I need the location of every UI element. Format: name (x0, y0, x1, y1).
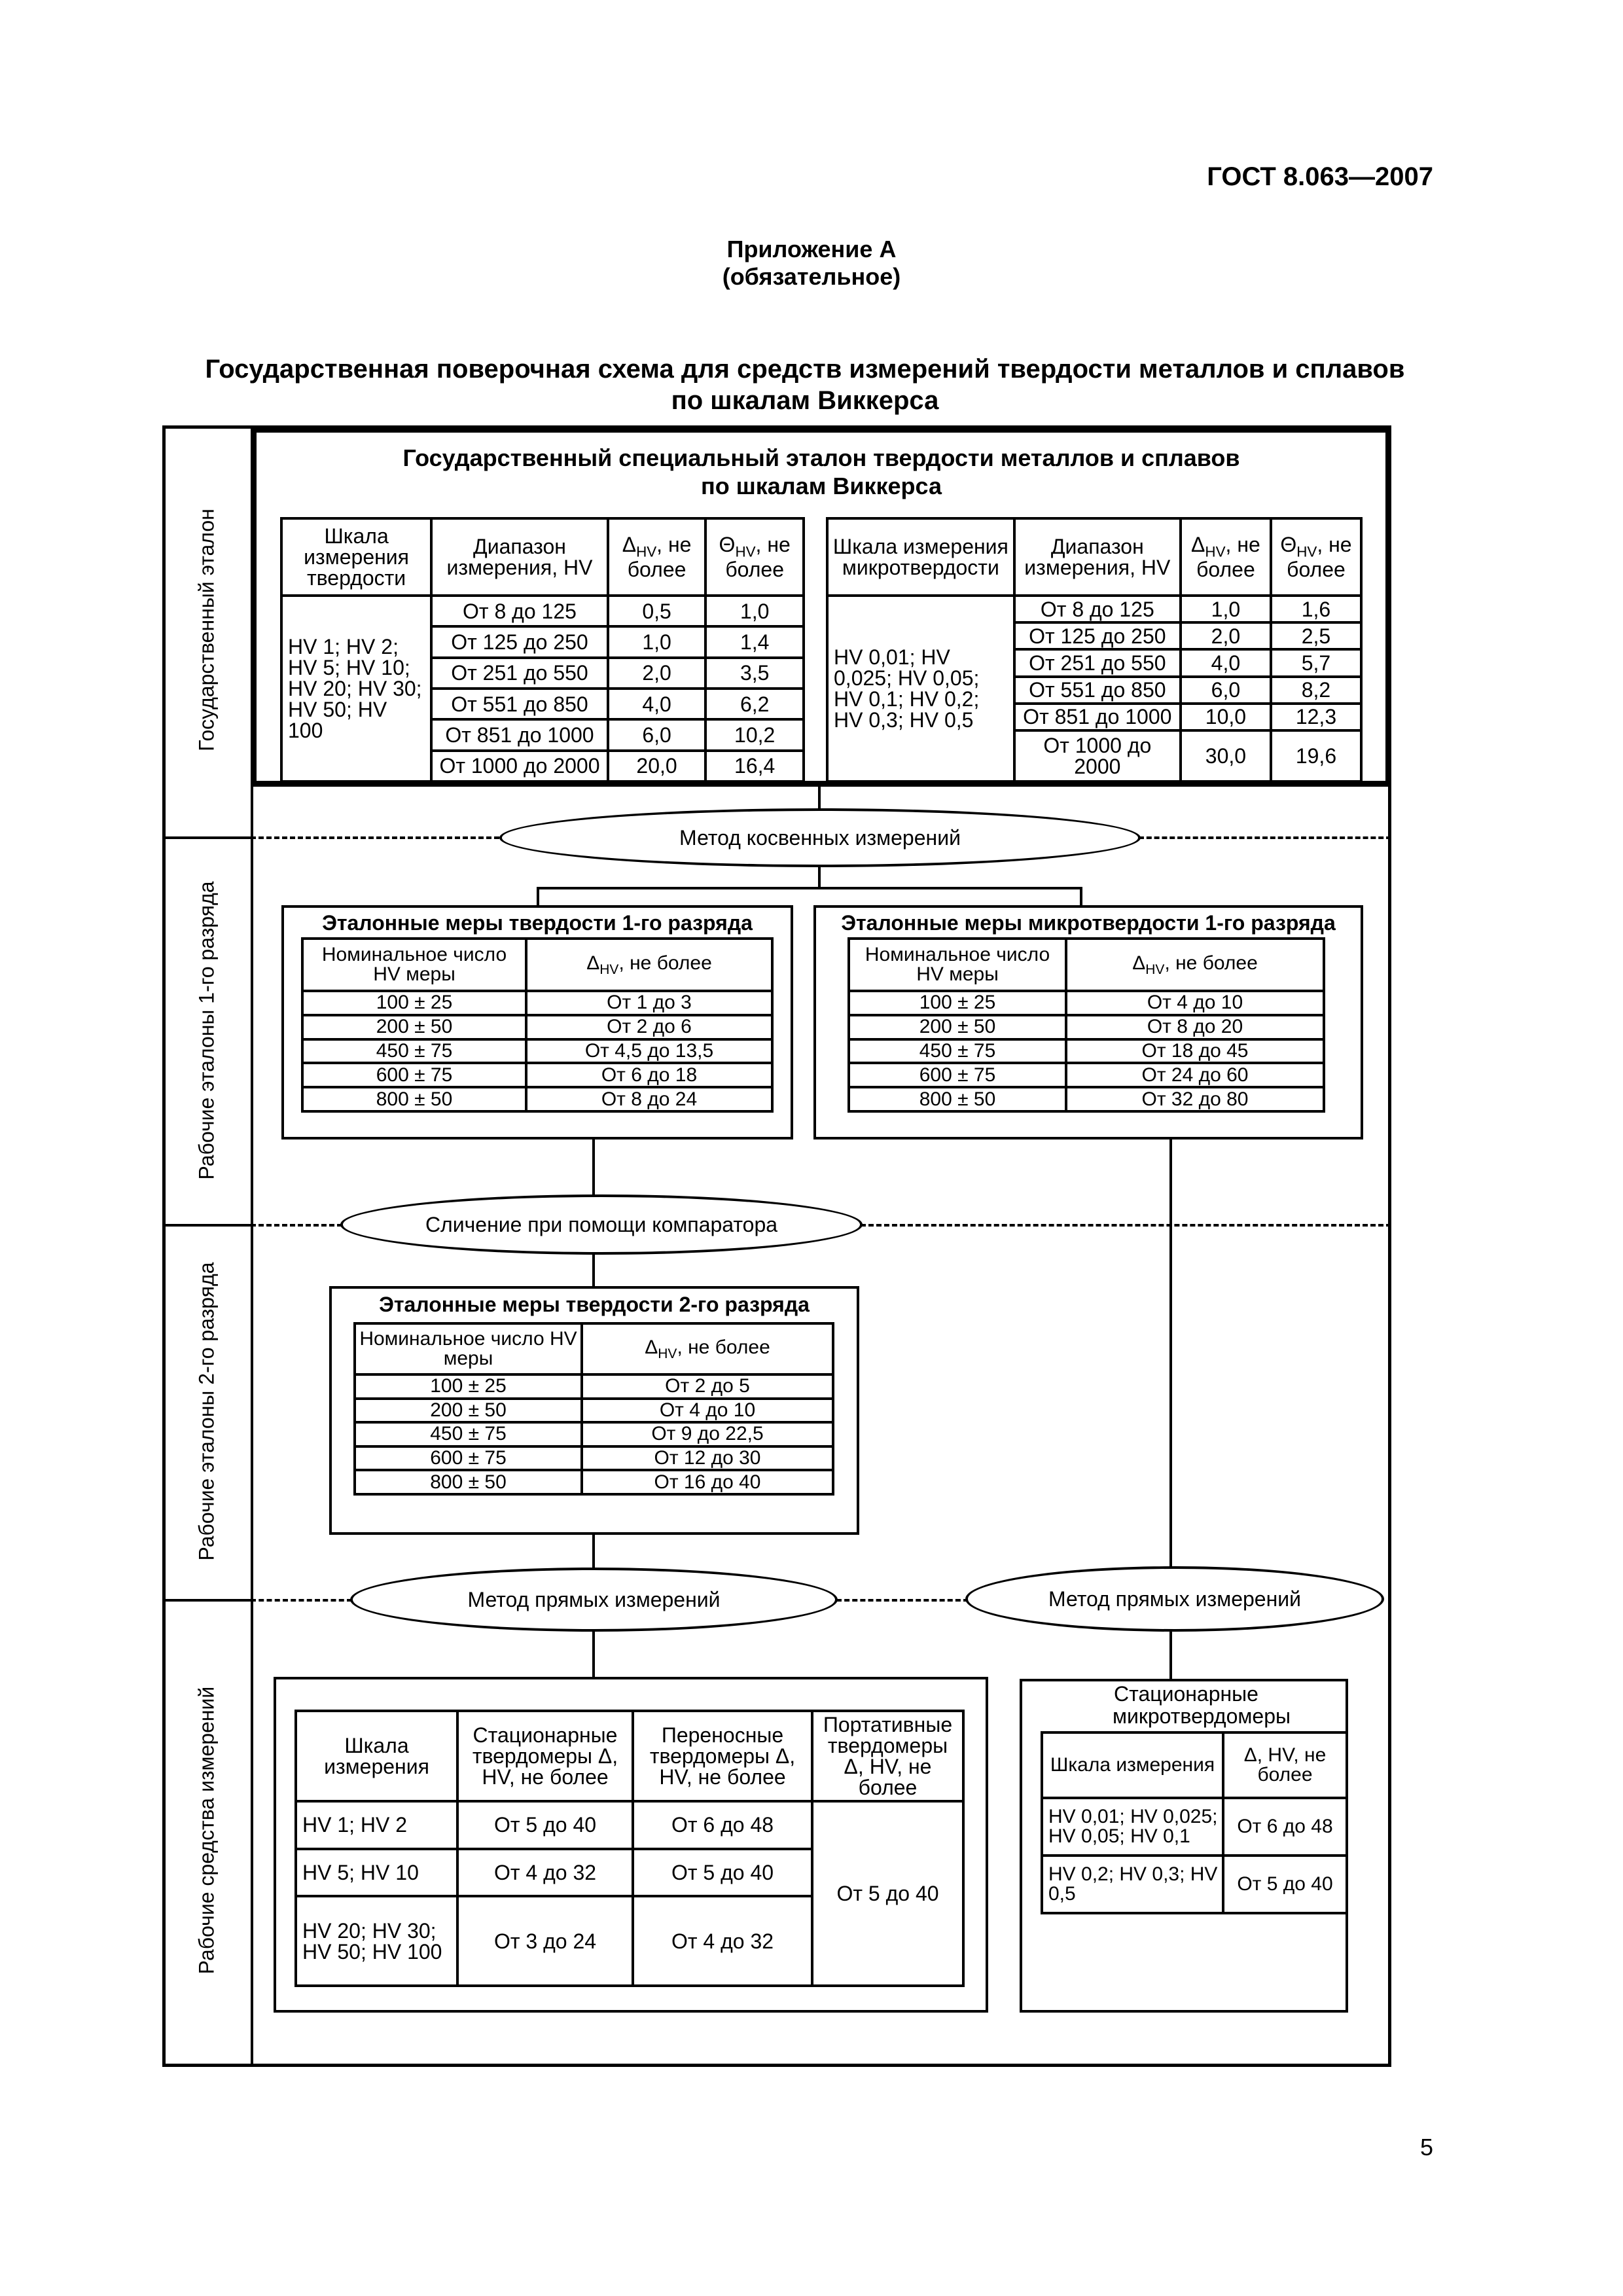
col-theta (1271, 518, 1361, 596)
theta-sub: HV (735, 543, 756, 560)
delta-sub: HV (658, 1346, 677, 1361)
connector-cat2-direct (592, 1535, 595, 1569)
col-delta (608, 518, 706, 596)
table-cell: От 5 до 40 (457, 1801, 633, 1849)
table-cell: 1,6 (1271, 596, 1361, 622)
dash-sep-1a (251, 836, 499, 839)
table-cell: 5,7 (1271, 649, 1361, 676)
theta-symbol: Θ (1280, 532, 1297, 556)
side-label-cat2: Рабочие эталоны 2-го разряда (194, 1262, 219, 1561)
connector-direct-right-down (1169, 1632, 1172, 1679)
table-cell: От 125 до 250 (1014, 622, 1181, 649)
table-cell: 6,0 (608, 719, 706, 750)
table-cell: 200 ± 50 (302, 1015, 526, 1039)
col-scale: Шкала измерения микротвердости (827, 518, 1014, 596)
table-cell: 600 ± 75 (302, 1063, 526, 1087)
dash-sep-2a (251, 1224, 342, 1227)
table-cell: 8,2 (1271, 677, 1361, 704)
cat1-hardness-title: Эталонные меры твердости 1-го разряда (322, 911, 753, 935)
table-cell: 12,3 (1271, 704, 1361, 730)
table-cell: От 18 до 45 (1066, 1039, 1324, 1064)
table-cell: От 851 до 1000 (431, 719, 608, 750)
page-title-line2: по шкалам Виккерса (671, 386, 939, 415)
table-cell: От 6 до 48 (1223, 1798, 1347, 1856)
delta-symbol: Δ (1132, 952, 1146, 974)
col-portable-transfer: Переносные твердомеры Δ, HV, не более (633, 1711, 812, 1801)
page-number: 5 (1420, 2134, 1434, 2161)
cat2-hardness-title: Эталонные меры твердости 2-го разряда (379, 1293, 810, 1316)
col-nominal: Номинальное число HV меры (302, 939, 526, 991)
table-cell: От 851 до 1000 (1014, 704, 1181, 730)
table-cell: 200 ± 50 (849, 1015, 1066, 1039)
table-cell: HV 0,2; HV 0,3; HV 0,5 (1042, 1856, 1223, 1913)
table-cell: От 1000 до 2000 (1014, 730, 1181, 781)
side-label-working: Рабочие средства измерений (194, 1686, 219, 1975)
table-cell: HV 5; HV 10 (296, 1849, 457, 1897)
row-divider-3 (162, 1599, 251, 1602)
table-cell: 30,0 (1181, 730, 1271, 781)
table-cell: От 8 до 24 (526, 1087, 772, 1111)
dash-sep-3a (251, 1599, 352, 1602)
table-cell: 800 ± 50 (302, 1087, 526, 1111)
table-cell: От 24 до 60 (1066, 1063, 1324, 1087)
table-cell: 2,0 (1181, 622, 1271, 649)
table-cell: От 3 до 24 (457, 1896, 633, 1986)
table-cell: 0,5 (608, 596, 706, 626)
delta-rest: , не более (618, 952, 712, 974)
cat1-microhardness-title: Эталонные меры микротвердости 1-го разряда (841, 911, 1336, 935)
table-cell: 10,2 (705, 719, 804, 750)
table-cell: HV 1; HV 2 (296, 1801, 457, 1849)
delta-sub: HV (599, 961, 619, 977)
doc-id: ГОСТ 8.063—2007 (1207, 162, 1433, 191)
table-cell: 3,5 (705, 658, 804, 689)
appendix-type: (обязательное) (722, 263, 901, 290)
table-cell: 450 ± 75 (302, 1039, 526, 1064)
table-cell: 450 ± 75 (849, 1039, 1066, 1064)
table-cell: HV 0,01; HV 0,025; HV 0,05; HV 0,1 (1042, 1798, 1223, 1856)
table-cell: От 8 до 20 (1066, 1015, 1324, 1039)
col-nominal: Номинальное число HV меры (849, 939, 1066, 991)
table-cell: От 8 до 125 (1014, 596, 1181, 622)
table-cell: 2,5 (1271, 622, 1361, 649)
table-cell: 100 ± 25 (302, 991, 526, 1015)
table-cell: От 1000 до 2000 (431, 751, 608, 781)
direct-method-right-ellipse: Метод прямых измерений (965, 1566, 1384, 1632)
delta-rest: , не более (677, 1336, 770, 1358)
delta-sub: HV (636, 543, 657, 560)
col-scale: Шкала измерения твердости (281, 518, 431, 596)
delta-rest: , не более (627, 532, 692, 582)
table-cell: От 2 до 5 (582, 1374, 833, 1399)
delta-sub: HV (1205, 543, 1226, 560)
state-title-line1: Государственный специальный эталон твердости металлов и сплавов (402, 444, 1240, 471)
page-title (131, 353, 1479, 416)
connector-direct-left-down (592, 1632, 595, 1677)
connector-to-cat1-left (537, 887, 539, 906)
delta-symbol: Δ (645, 1336, 658, 1358)
dash-sep-1b (1139, 836, 1391, 839)
table-cell: От 4 до 32 (633, 1896, 812, 1986)
delta-rest: , не более (1196, 532, 1260, 582)
table-cell: HV 20; HV 30; HV 50; HV 100 (296, 1896, 457, 1986)
dash-sep-2b (861, 1224, 1391, 1227)
theta-rest: , не более (725, 532, 791, 582)
connector-comparator-cat2 (592, 1255, 595, 1287)
col-delta (582, 1323, 833, 1374)
table-cell: От 6 до 48 (633, 1801, 812, 1849)
table-cell: От 8 до 125 (431, 596, 608, 626)
table-cell: 2,0 (608, 658, 706, 689)
direct-method-left-ellipse: Метод прямых измерений (350, 1568, 838, 1632)
table-cell: От 5 до 40 (633, 1849, 812, 1897)
table-cell: 1,0 (705, 596, 804, 626)
micro-instruments-title: Стационарные микротвердомеры (1113, 1682, 1291, 1728)
connector-cat1-comparator (592, 1139, 595, 1195)
state-table-hardness (280, 517, 805, 783)
col-nominal: Номинальное число HV меры (355, 1323, 582, 1374)
col-delta: Δ, HV, не более (1223, 1732, 1347, 1798)
table-cell: От 251 до 550 (431, 658, 608, 689)
row-divider-2 (162, 1224, 251, 1227)
col-stationary: Стационарные твердомеры Δ, HV, не более (457, 1711, 633, 1801)
table-cell: От 32 до 80 (1066, 1087, 1324, 1111)
working-instruments-table (294, 1710, 965, 1987)
table-cell: От 12 до 30 (582, 1446, 833, 1471)
table-cell: 6,0 (1181, 677, 1271, 704)
table-cell: 100 ± 25 (355, 1374, 582, 1399)
table-cell: От 4 до 32 (457, 1849, 633, 1897)
table-cell: От 5 до 40 (1223, 1856, 1347, 1913)
table-cell: 4,0 (1181, 649, 1271, 676)
table-cell: От 4 до 10 (582, 1399, 833, 1423)
table-cell: От 1 до 3 (526, 991, 772, 1015)
page-title-line1: Государственная поверочная схема для средств измерений твердости металлов и сплавов (205, 355, 1405, 384)
delta-symbol: Δ (1191, 532, 1205, 556)
table-cell: 20,0 (608, 751, 706, 781)
delta-symbol: Δ (586, 952, 600, 974)
dash-sep-3b (836, 1599, 969, 1602)
table-cell: 450 ± 75 (355, 1422, 582, 1446)
table-cell: От 2 до 6 (526, 1015, 772, 1039)
connector-branch (537, 887, 1080, 889)
cat1-hardness-table (301, 937, 774, 1113)
table-cell: 10,0 (1181, 704, 1271, 730)
state-left-scales: HV 1; HV 2; HV 5; HV 10; HV 20; HV 30; HV 50; HV 100 (281, 596, 431, 781)
col-delta (526, 939, 772, 991)
col-scale: Шкала измерения (296, 1711, 457, 1801)
table-cell: От 251 до 550 (1014, 649, 1181, 676)
col-range: Диапазон измерения, HV (431, 518, 608, 596)
method-indirect-ellipse: Метод косвенных измерений (499, 808, 1141, 867)
col-delta (1181, 518, 1271, 596)
table-cell: 1,0 (1181, 596, 1271, 622)
row-divider-1 (162, 836, 251, 839)
table-cell: От 6 до 18 (526, 1063, 772, 1087)
table-cell: 200 ± 50 (355, 1399, 582, 1423)
delta-symbol: Δ (622, 532, 637, 556)
table-cell: 16,4 (705, 751, 804, 781)
col-theta (705, 518, 804, 596)
table-cell: От 16 до 40 (582, 1470, 833, 1494)
side-label-cat1: Рабочие эталоны 1-го разряда (194, 881, 219, 1180)
theta-symbol: Θ (719, 532, 736, 556)
table-cell: От 4,5 до 13,5 (526, 1039, 772, 1064)
table-cell: 600 ± 75 (355, 1446, 582, 1471)
side-label-state: Государственный эталон (194, 509, 219, 751)
state-standard-title (262, 444, 1381, 500)
table-cell: От 551 до 850 (431, 689, 608, 719)
table-cell: От 9 до 22,5 (582, 1422, 833, 1446)
state-title-line2: по шкалам Виккерса (701, 473, 942, 500)
table-cell: 800 ± 50 (355, 1470, 582, 1494)
col-delta (1066, 939, 1324, 991)
col-range: Диапазон измерения, HV (1014, 518, 1181, 596)
comparator-ellipse: Сличение при помощи компаратора (340, 1194, 863, 1255)
appendix-title: Приложение А (726, 236, 897, 262)
table-cell: От 551 до 850 (1014, 677, 1181, 704)
table-cell: 19,6 (1271, 730, 1361, 781)
table-cell: 6,2 (705, 689, 804, 719)
col-scale: Шкала измерения (1042, 1732, 1223, 1798)
state-table-microhardness (826, 517, 1363, 783)
connector-method-down (818, 867, 821, 887)
micro-instruments-table (1041, 1731, 1348, 1914)
table-cell: От 125 до 250 (431, 626, 608, 657)
col-portable: Портативные твердомеры Δ, HV, не более (812, 1711, 963, 1801)
table-cell: 600 ± 75 (849, 1063, 1066, 1087)
theta-rest: , не более (1287, 532, 1352, 582)
cat1-microhardness-table (847, 937, 1325, 1113)
theta-sub: HV (1296, 543, 1317, 560)
portable-value: От 5 до 40 (812, 1801, 963, 1986)
cat2-hardness-table (353, 1322, 834, 1496)
delta-rest: , не более (1164, 952, 1258, 974)
delta-sub: HV (1145, 961, 1165, 977)
table-cell: 800 ± 50 (849, 1087, 1066, 1111)
connector-to-cat1-right (1080, 887, 1082, 906)
table-cell: От 4 до 10 (1066, 991, 1324, 1015)
table-cell: 4,0 (608, 689, 706, 719)
table-cell: 1,4 (705, 626, 804, 657)
connector-right-long (1169, 1139, 1172, 1568)
appendix-label (0, 236, 1623, 291)
table-cell: 1,0 (608, 626, 706, 657)
table-cell: 100 ± 25 (849, 991, 1066, 1015)
state-right-scales: HV 0,01; HV 0,025; HV 0,05; HV 0,1; HV 0,2; HV 0,3; HV 0,5 (827, 596, 1014, 781)
